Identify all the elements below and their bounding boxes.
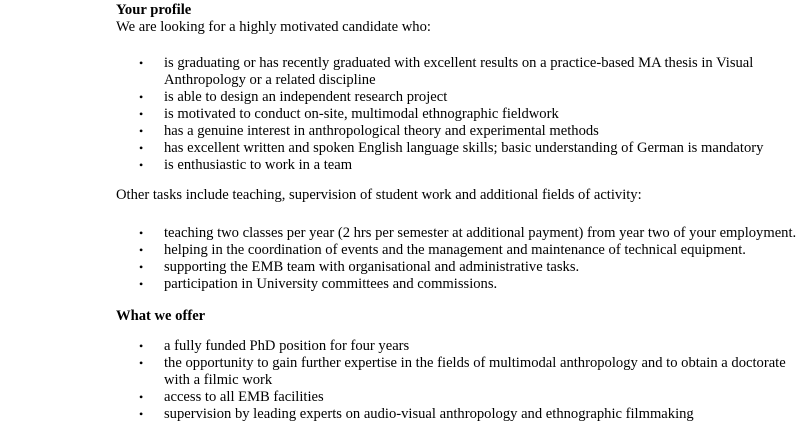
list-item: is graduating or has recently graduated with excellent results on a practice-based MA thesis in Visual <box>164 55 754 71</box>
list-item: participation in University committees and commissions. <box>164 276 498 292</box>
bullet-marker <box>139 157 151 174</box>
list-item: is motivated to conduct on-site, multimodal ethnographic fieldwork <box>164 106 559 122</box>
list-item: is able to design an independent research project <box>164 89 448 105</box>
list-item: supporting the EMB team with organisational and administrative tasks. <box>164 259 580 275</box>
bullet-marker <box>139 106 151 123</box>
bullet-marker <box>139 389 151 406</box>
list-item: helping in the coordination of events and the management and maintenance of technical equipment. <box>164 242 746 258</box>
list-item: teaching two classes per year (2 hrs per semester at additional payment) from year two of your employment. <box>164 225 797 241</box>
section-heading-offer: What we offer <box>116 308 206 324</box>
list-item-continuation: with a filmic work <box>164 372 273 388</box>
list-item: is enthusiastic to work in a team <box>164 157 353 173</box>
profile-intro: We are looking for a highly motivated candidate who: <box>116 19 431 35</box>
tasks-intro: Other tasks include teaching, supervision of student work and additional fields of activity: <box>116 187 642 203</box>
bullet-marker <box>139 406 151 423</box>
list-item: supervision by leading experts on audio-visual anthropology and ethnographic filmmaking <box>164 406 694 422</box>
bullet-marker <box>139 355 151 372</box>
list-item: access to all EMB facilities <box>164 389 324 405</box>
bullet-marker <box>139 140 151 157</box>
bullet-marker <box>139 225 151 242</box>
bullet-marker <box>139 55 151 72</box>
bullet-marker <box>139 259 151 276</box>
bullet-marker <box>139 276 151 293</box>
bullet-marker <box>139 338 151 355</box>
list-item: has excellent written and spoken English language skills; basic understanding of German is mandatory <box>164 140 764 156</box>
bullet-marker <box>139 89 151 106</box>
list-item: the opportunity to gain further expertise in the fields of multimodal anthropology and to obtain a doctorate <box>164 355 786 371</box>
bullet-marker <box>139 123 151 140</box>
list-item: a fully funded PhD position for four years <box>164 338 410 354</box>
list-item-continuation: Anthropology or a related discipline <box>164 72 376 88</box>
section-heading-profile: Your profile <box>116 2 192 18</box>
list-item: has a genuine interest in anthropological theory and experimental methods <box>164 123 599 139</box>
bullet-marker <box>139 242 151 259</box>
